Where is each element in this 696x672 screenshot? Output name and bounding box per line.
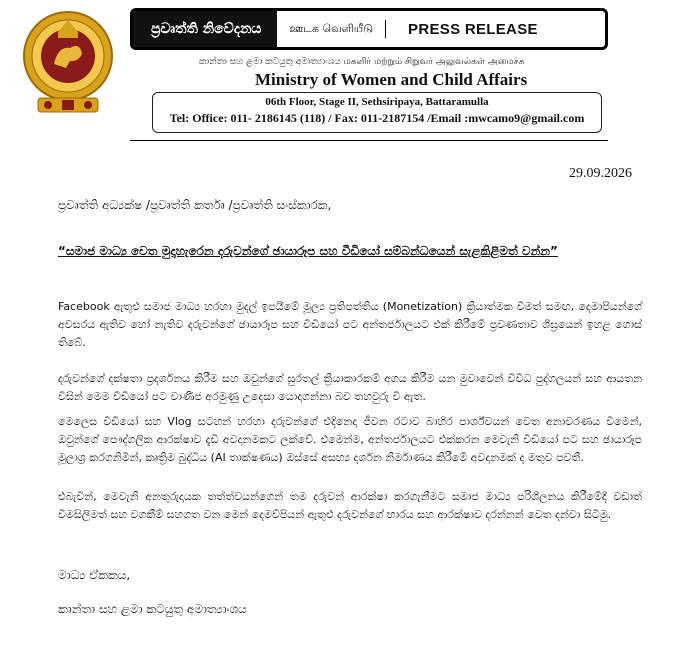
closing-ministry: කාන්තා සහ ළමා කටයුතු අමාත්‍යාංශය — [58, 602, 247, 616]
closing-unit: මාධ්‍ය ඒකකය, — [58, 568, 131, 582]
header-sinhala-label: ප්‍රවෘත්ති නිවේදනය — [133, 11, 277, 47]
header-english-label: PRESS RELEASE — [408, 20, 538, 38]
national-emblem — [18, 6, 118, 126]
salutation: ප්‍රවෘත්ති අධ්‍යක්ෂ /ප්‍රවෘත්ති කර්තෘ /ප්‍රවෘත්ති සංස්කාරක, — [58, 198, 332, 212]
document-heading: “සමාජ මාධ්‍ය වෙත මුදාහැරෙන දරුවන්ගේ ඡායාරූප සහ වීඩියෝ සම්බන්ධයෙන් සැළකිළිමත් වන්න” — [58, 244, 558, 258]
ministry-name-local: කාන්තා සහ ළමා කටයුතු අමාත්‍යාංශය மகளிர் மற்றும் சிறுவர் அலுவல்கள் அமைச்சு — [199, 57, 525, 67]
header-tamil-label: ஊடக வெளியீடு — [277, 20, 386, 38]
paragraph-3: මෙලෙස වීඩියෝ සහ Vlog සටහන් හරහා දරුවන්ගේ එදිනෙදා ජීවන රටාව බාහිර පාර්ශ්වයන් වෙත අනාවරණය වීමෙන්, ඔවුන්ගේ පෞද්ගලික ආරක්ෂාව දැඩි අවදානමකට ලක්වේ. එමෙන්ම, අන්තර්ජාලයට එක්කරන මෙවැනි වීඩියෝ පට සහ ඡායාරූප මූලාශ්‍ර කරගනිමින්, කෘත්‍රිම බුද්ධිය (AI තාක්ෂණය) ඔස්සේ අසභ්‍ය දර්ශන නිර්මාණය කිරීමේ අවදානමක් ද මතුව පවතී. — [58, 415, 642, 464]
address-box — [152, 92, 602, 133]
contact-line: Tel: Office: 011- 2186145 (118) / Fax: 011-2187154 /Email :mwcamo9@gmail.com — [169, 111, 585, 125]
address-line: 06th Floor, Stage II, Sethsiripaya, Battaramulla — [265, 96, 489, 108]
paragraph-4: එබැවින්, මෙවැනි අනතුරුදායක තත්ත්වයන්ගෙන් තම දරුවන් ආරක්ෂා කරගැනීමට සමාජ මාධ්‍ය පරිශීලනය කිරීමේදී වඩාත් විමසිලිමත් සහ වගකීම් සහගත වන මෙන් දෙමව්පියන් ඇතුළු දරුවන්ගේ භාරය සහ ආරක්ෂාව දරන්නන් වෙත දන්වා සිටිමු. — [58, 490, 642, 521]
paragraph-1: Facebook ඇතුළු සමාජ මාධ්‍ය හරහා මුදල් ඉපයීමේ මූල්‍ය ප්‍රතිපත්තිය (Monetization) ක්‍රියාත්මක වීමත් සමඟ, දෙමාපියන්ගේ අවසරය ඇතිව හෝ නැතිව දරුවන්ගේ ඡායාරූප සහ වීඩියෝ පට අන්තර්ජාලයට එක් කිරීමේ ප්‍රවණතාව ශීඝ්‍රයෙන් ඉහළ ගොස් තිබේ. — [58, 300, 642, 349]
header-divider — [130, 140, 608, 141]
ministry-name-english: Ministry of Women and Child Affairs — [255, 70, 528, 89]
document-date: 29.09.2026 — [569, 166, 632, 181]
press-release-header — [130, 8, 608, 50]
paragraph-2: දරුවන්ගේ දක්ෂතා ප්‍රදර්ශනය කිරීම සහ ඔවුන්ගේ සුරතල් ක්‍රියාකාරකම් අගය කිරීම යන මුවාවෙන් විවිධ පුද්ගලයන් සහ ආයතන විසින් මෙම වීඩියෝ පට වාණිජ අරමුණු උදෙසා යොදාගන්නා බව තහවුරු වී ඇත. — [58, 372, 642, 403]
